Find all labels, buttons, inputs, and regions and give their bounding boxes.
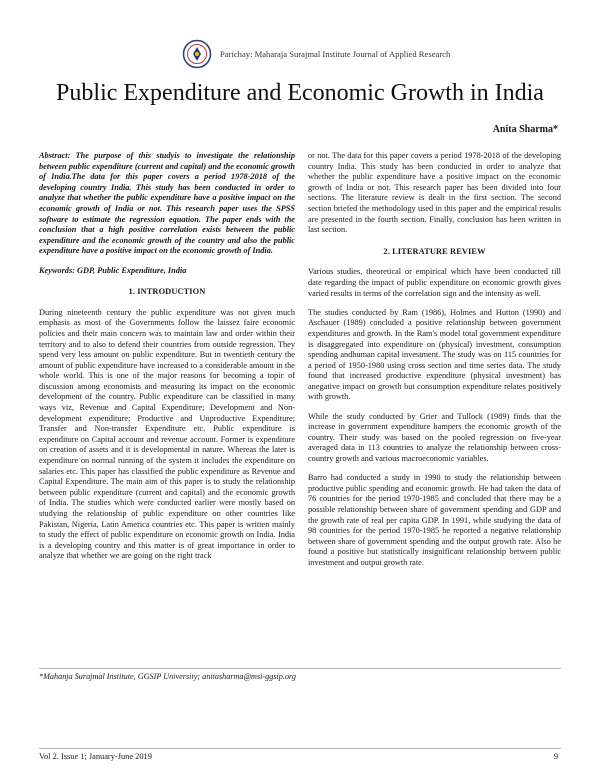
issue-info: Vol 2. Issue 1; January-June 2019 xyxy=(39,752,152,761)
author-affiliation-footnote: *Mahanja Surajmal Institute, GGSIP University; anitasharma@msi-ggsip.org xyxy=(39,672,297,681)
page-number: 9 xyxy=(553,752,558,761)
journal-name: Parichay: Maharaja Surajmal Institute Journal of Applied Research xyxy=(220,49,451,59)
section-heading-literature-review: 2. LITERATURE REVIEW xyxy=(383,246,486,256)
author-name: Anita Sharma* xyxy=(492,124,558,135)
footer-divider xyxy=(39,748,561,749)
right-column xyxy=(308,151,561,577)
paragraph: or not. The data for this paper covers a period 1978-2018 of the developing country India. This study has been conducted in order to analyze that whether the public expenditure have a positive impact on the economic growth of India or not. This research paper has been divided into four sections. The literature review is dealt in the first section. The second section briefed the methodology used in this paper and the empirical results are presented in the fourth section. Finally, conclusion has been written in last section. xyxy=(308,151,561,235)
paragraph: During nineteenth century the public expenditure was not given much emphasis as most of the Governments follow the laissez faire economic policies and their main concern was to maintain law and order within their territory and to also to defend their countries from outside regression. They spend very less amount on public expenditure. But in twentieth century the amount of public expenditure have increased to a considerable amount in the whole world. This is one of the major reasons for becoming a topic of discussion among economists and measuring its impact on the economic development of the country. Public expenditure can be classified in many ways viz, Revenue and Capital Expenditure; Development and Non-development expenditure; Productive and Unproductive Expenditure; Transfer and Non-transfer Expenditure etc. Public expenditure is expenditure on Capital account and revenue account. Former is expenditure on creation of assets and it is developmental in nature. Whereas the later is expenditure on normal running of the system it includes the expenditure on salaries etc. This paper has classified the public expenditure as Revenue and Capital Expenditure. The main aim of this paper is to study the relationship between public expenditure (current and capital) and the economic growth of India. The studies which were conducted earlier were mostly based on studying the relationship of public expenditure on other countries like Pakistan, Nigeria, Latin America countries etc. This paper is written mainly to study the effect of public expenditure on economic growth on India. India is a developing country and this matter is of great importance in order to analyze that whether we are going on the right track xyxy=(39,307,295,561)
paper-title: Public Expenditure and Economic Growth in India xyxy=(56,80,544,106)
running-header xyxy=(182,37,450,71)
paragraph: The studies conducted by Ram (1986), Holmes and Hutton (1990) and Aschauer (1989) concluded a positive relationship between government expenditures and growth. In the Ram's model total government expenditure is disaggregated into expenditure on (physical) investment, consumption spending andhuman capital investment. The study was on 115 countries for a period of 1950-1980 using cross section and time series data. The study found that increased productive expenditure (physical investment) has anegative impact on growth but consumption expenditure relates positively with growth. xyxy=(308,307,561,402)
institute-seal-icon xyxy=(182,39,212,69)
section-heading-introduction: 1. INTRODUCTION xyxy=(128,287,206,297)
left-column xyxy=(39,151,295,571)
paragraph: Barro had conducted a study in 1990 to study the relationship between productive public spending and economic growth. He had taken the data of 76 countries for the period 1970-1985 and concluded that there may be a possible relationship between share of government spending and GDP and the growth rate of real per capita GDP. In 1991, while studying the data of 98 countries for the period 1970-1985 he reported a negative relationship between share of government spending and the output growth rate. Also he found a positive but statistically insignificant relationship between public investment and output growth rate. xyxy=(308,473,561,567)
abstract: Abstract: The purpose of this studyis to investigate the relationship between public expenditure (current and capital) and the economic growth of India.The data for this paper covers a period 1978-2018 of the developing country India. This study has been conducted in order to analyze that whether the public expenditure have a positive impact on the economic growth of India or not. This research paper uses the SPSS software to estimate the regression equation. The paper ends with the conclusion that a high positive correlation exists between the public expenditure and the economic growth of the country and also the public expenditure have a positive impact on the economic growth of India. xyxy=(39,151,295,256)
footnote-divider xyxy=(39,668,561,669)
paragraph: While the study conducted by Grier and Tullock (1989) finds that the increase in government expenditure hampers the economic growth of the country. Their study was based on the pooled regression on five-year averaged data in 113 countries to analyze the relationship between cross-country growth and various macroeconomic variables. xyxy=(308,411,561,464)
keywords: Keywords: GDP, Public Expenditure, India xyxy=(39,265,187,275)
paragraph: Various studies, theoretical or empirical which have been conducted till date regarding the impact of public expenditure on economic growth gives varied results in terms of the correlation sign and the intensity as well. xyxy=(308,267,561,298)
